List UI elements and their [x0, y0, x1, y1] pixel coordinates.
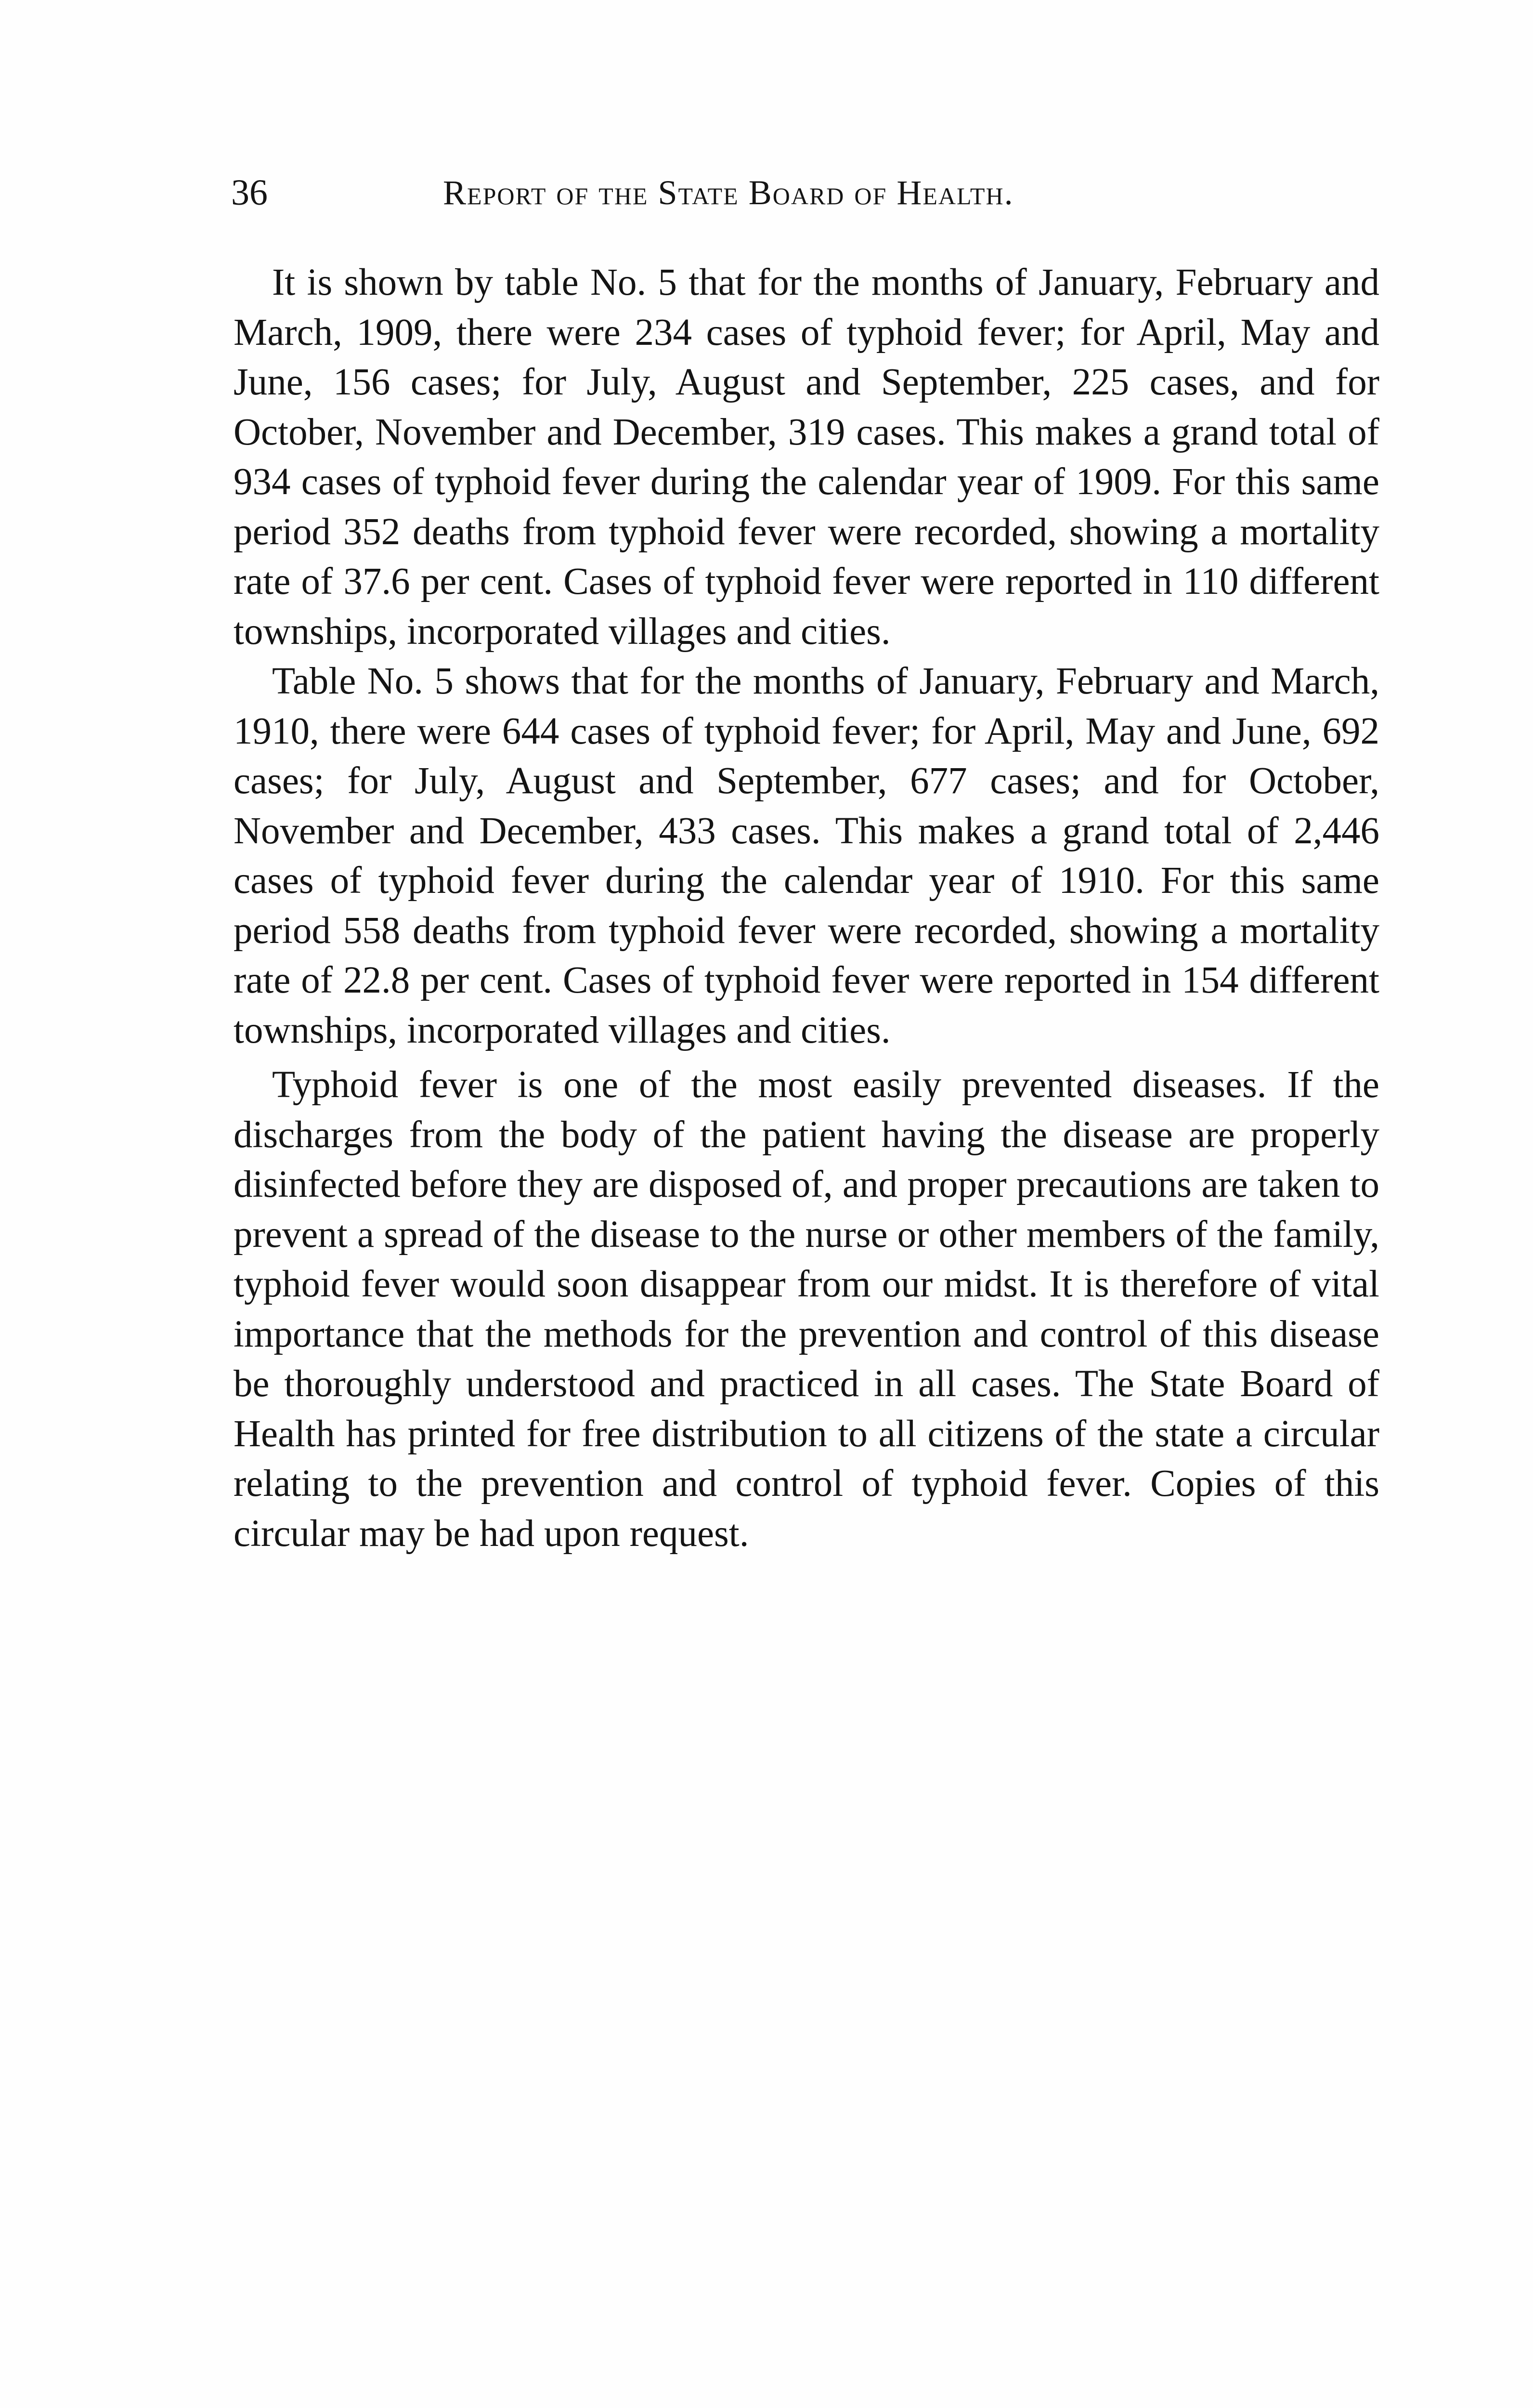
page-number: 36: [231, 172, 268, 213]
paragraph-prevention: Typhoid fever is one of the most easily prevented diseases. If the discharges from the body of the patient having the disease are properly disinfected before they are disposed of, and proper precautions are taken to prevent a spread of the disease to the nurse or other members of the family, typhoid fever would soon disappear from our midst. It is therefore of vital importance that the methods for the prevention and control of this disease be thoroughly understood and practiced in all cases. The State Board of Health has printed for free distribution to all citizens of the state a circular relating to the prevention and control of typhoid fever. Copies of this circular may be had upon request.: [234, 1064, 1379, 1555]
paragraph-1909-statistics: It is shown by table No. 5 that for the months of January, February and March, 1909, there were 234 cases of typhoid fever; for April, May and June, 156 cases; for July, August and September, 225 cases, and for October, November and December, 319 cases. This makes a grand total of 934 cases of typhoid fever during the calendar year of 1909. For this same period 352 deaths from typhoid fever were recorded, showing a mortality rate of 37.6 per cent. Cases of typhoid fever were reported in 110 different townships, incorporated villages and cities.: [234, 262, 1379, 653]
running-head: [231, 164, 1377, 222]
header-title: Report of the State Board of Health.: [443, 173, 1014, 212]
paragraph-1910-statistics: Table No. 5 shows that for the months of January, February and March, 1910, there were 644 cases of typhoid fever; for April, May and June, 692 cases; for July, August and September, 677 cases; and for October, November and December, 433 cases. This makes a grand total of 2,446 cases of typhoid fever during the calendar year of 1910. For this same period 558 deaths from typhoid fever were recorded, showing a mortality rate of 22.8 per cent. Cases of typhoid fever were reported in 154 different townships, incorporated villages and cities.: [234, 660, 1379, 1051]
body-text: [234, 258, 1379, 1558]
